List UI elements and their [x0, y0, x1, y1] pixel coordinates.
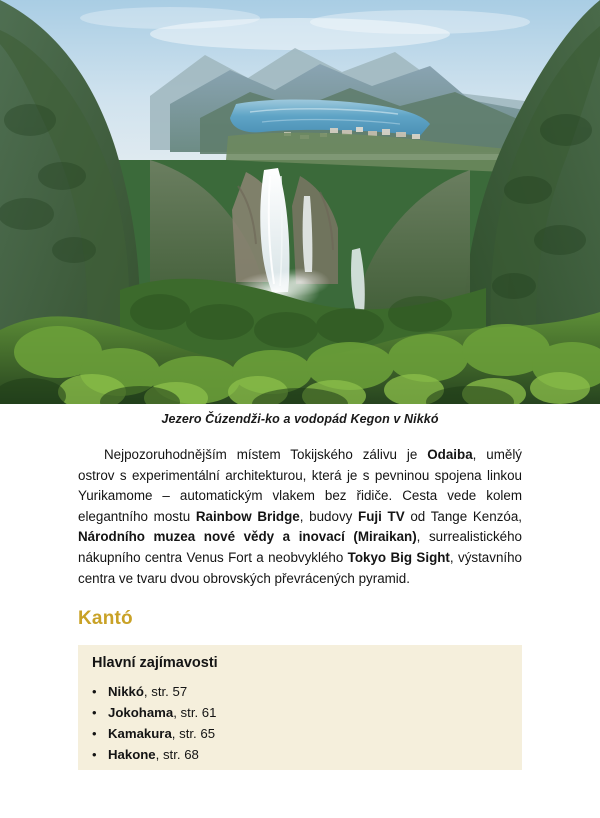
highlights-list — [92, 681, 512, 765]
body-paragraph: Nejpozoruhodnějším místem Tokijského zálivu je Odaiba, umělý ostrov s experimentální architekturou, která je s pevninou spojena linkou Yurikamome – automatickým vlakem bez řidiče. Cesta vede kolem elegantního mostu Rainbow Bridge, budovy Fuji TV od Tange Kenzóa, Národního muzea nové vědy a inovací (Miraikan), surrealistického nákupního centra Venus Fort a neobvyklého Tokyo Big Sight, výstavního centra ve tvaru dvou obrovských převrácených pyramid. — [78, 447, 523, 586]
highlights-box-title: Hlavní zajímavosti — [92, 655, 218, 671]
list-item-page: , str. 61 — [173, 705, 217, 720]
highlights-box — [78, 645, 522, 770]
bullet-icon: • — [92, 684, 97, 699]
list-item-name: Jokohama — [108, 705, 174, 720]
lake-chuzenji-kegon-falls-photo — [0, 0, 600, 404]
list-item-page: , str. 65 — [171, 726, 216, 741]
list-item-text — [108, 744, 199, 765]
list-item — [92, 681, 512, 702]
list-item-name: Nikkó — [108, 684, 144, 699]
list-item-page: , str. 68 — [155, 747, 199, 762]
list-item-page: , str. 57 — [143, 684, 188, 699]
list-item — [92, 723, 512, 744]
section-heading-kanto: Kantó — [78, 608, 133, 629]
bullet-icon: • — [92, 726, 97, 741]
list-item-text — [108, 723, 215, 744]
list-item-text — [108, 702, 216, 723]
list-item — [92, 702, 512, 723]
list-item-name: Kamakura — [108, 726, 172, 741]
list-item-text — [108, 681, 187, 702]
bullet-icon: • — [92, 747, 97, 762]
bullet-icon: • — [92, 705, 97, 720]
photo-caption: Jezero Čúzendži-ko a vodopád Kegon v Nikkó — [161, 412, 439, 426]
list-item — [92, 744, 512, 765]
list-item-name: Hakone — [108, 747, 156, 762]
